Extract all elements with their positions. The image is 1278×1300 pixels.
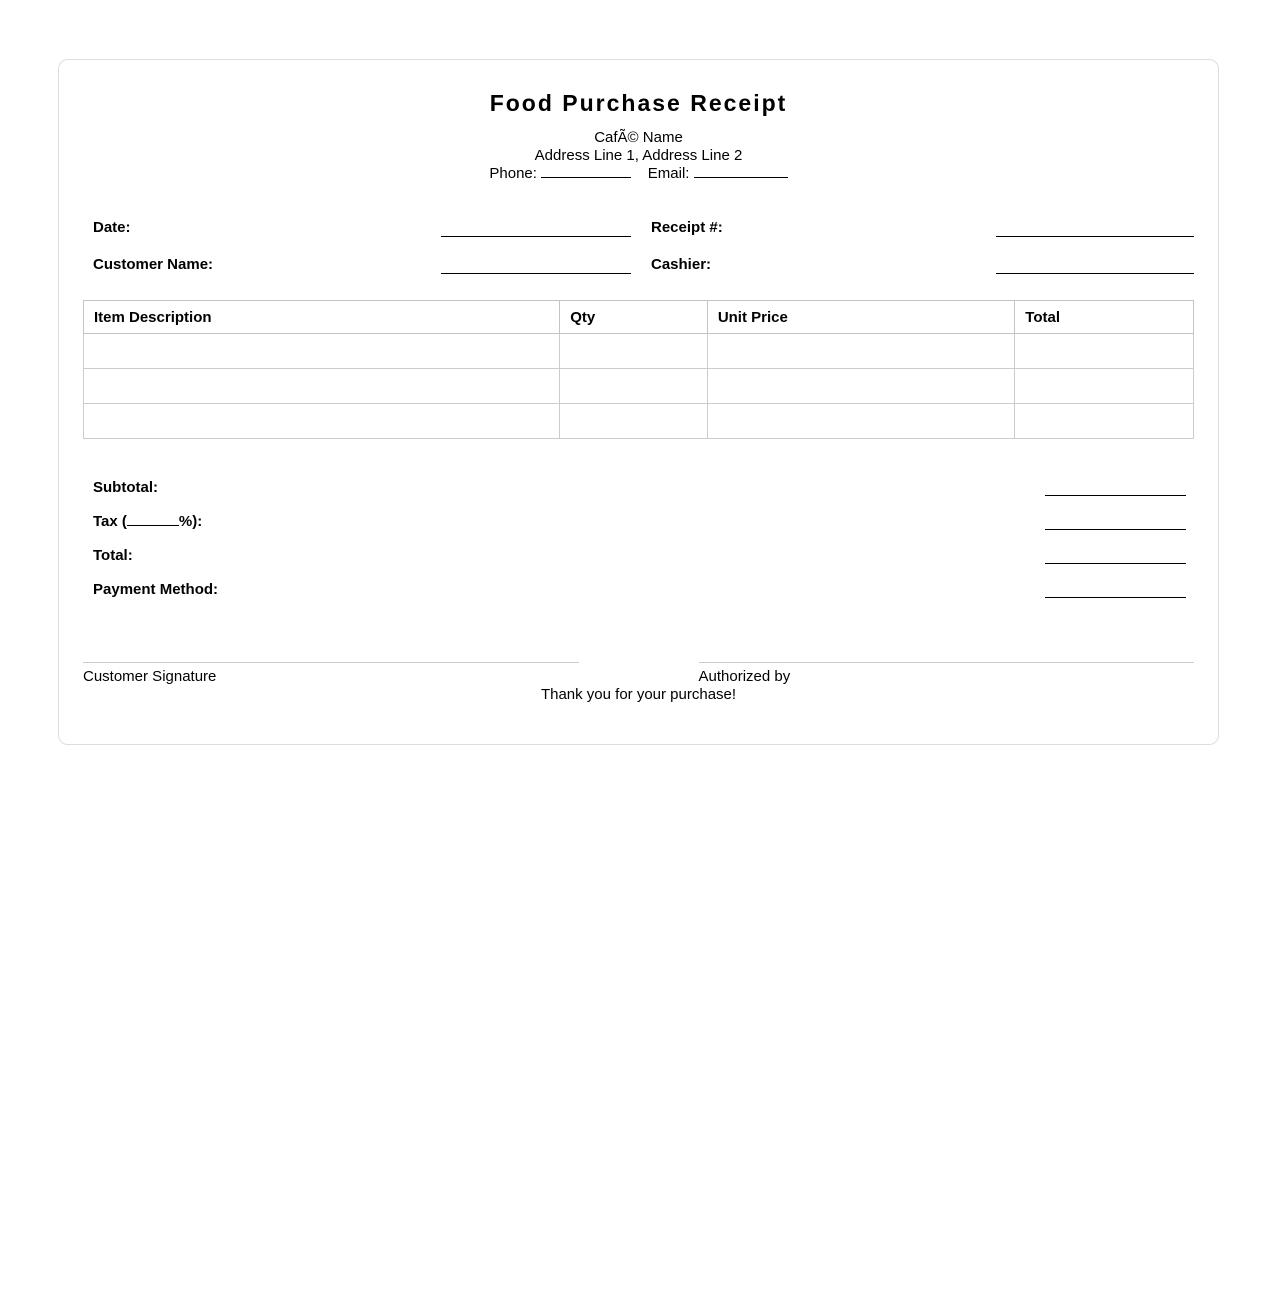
- signature-section: [83, 662, 1194, 686]
- page-title: Food Purchase Receipt: [489, 90, 788, 116]
- email-blank-line: [694, 165, 788, 178]
- cell-qty: [560, 334, 708, 369]
- cell-item-description: [84, 334, 560, 369]
- authorized-by-label: Authorized by: [698, 668, 791, 685]
- payment-method-row: [93, 581, 1186, 598]
- phone-blank-line: [541, 165, 631, 178]
- items-table: [83, 300, 1194, 439]
- payment-method-label: Payment Method:: [93, 581, 219, 598]
- tax-label-prefix: Tax (: [93, 513, 127, 530]
- subtotal-blank-line: [1045, 483, 1186, 496]
- authorized-by-block: [699, 662, 1195, 686]
- tax-blank-line: [1045, 517, 1186, 530]
- cafe-address: Address Line 1, Address Line 2: [534, 147, 743, 164]
- customer-name-blank-line: [441, 256, 631, 274]
- header-unit-price: Unit Price: [707, 301, 1014, 334]
- tax-label-suffix: %):: [178, 513, 203, 530]
- thank-you-message: Thank you for your purchase!: [540, 686, 737, 703]
- cell-qty: [560, 404, 708, 439]
- cashier-label: Cashier:: [651, 256, 712, 273]
- subtotal-label: Subtotal:: [93, 479, 158, 496]
- total-row: [93, 547, 1186, 564]
- totals-section: [93, 479, 1186, 598]
- payment-method-blank-line: [1045, 585, 1186, 598]
- total-blank-line: [1045, 551, 1186, 564]
- tax-rate-blank-line: [127, 514, 179, 526]
- receipt-header: [83, 90, 1194, 183]
- header-qty: Qty: [560, 301, 708, 334]
- total-label: Total:: [93, 547, 133, 564]
- items-table-body: [84, 334, 1194, 439]
- phone-label: Phone:: [489, 165, 537, 182]
- table-row: [84, 369, 1194, 404]
- receipt-no-label: Receipt #:: [651, 219, 723, 236]
- date-label: Date:: [93, 219, 131, 236]
- cell-unit-price: [707, 334, 1014, 369]
- cell-unit-price: [707, 404, 1014, 439]
- cashier-blank-line: [996, 256, 1194, 274]
- receipt-card: [58, 59, 1219, 745]
- date-blank-line: [441, 219, 631, 237]
- table-row: [84, 334, 1194, 369]
- header-total: Total: [1015, 301, 1194, 334]
- contact-line: [83, 165, 1194, 183]
- email-label: Email:: [647, 165, 690, 182]
- table-row: [84, 404, 1194, 439]
- customer-signature-label: Customer Signature: [83, 668, 217, 685]
- items-table-head: [84, 301, 1194, 334]
- receipt-no-blank-line: [996, 219, 1194, 237]
- header-item-description: Item Description: [84, 301, 560, 334]
- items-table-header-row: [84, 301, 1194, 334]
- cell-total: [1015, 369, 1194, 404]
- cell-item-description: [84, 369, 560, 404]
- cell-qty: [560, 369, 708, 404]
- info-fields: [93, 219, 1194, 274]
- cell-total: [1015, 334, 1194, 369]
- cell-unit-price: [707, 369, 1014, 404]
- cell-total: [1015, 404, 1194, 439]
- customer-signature-block: [83, 662, 579, 686]
- cafe-name: CafÃ© Name: [594, 129, 683, 146]
- cell-item-description: [84, 404, 560, 439]
- tax-label: [93, 513, 202, 530]
- tax-row: [93, 513, 1186, 530]
- customer-name-label: Customer Name:: [93, 256, 214, 273]
- subtotal-row: [93, 479, 1186, 496]
